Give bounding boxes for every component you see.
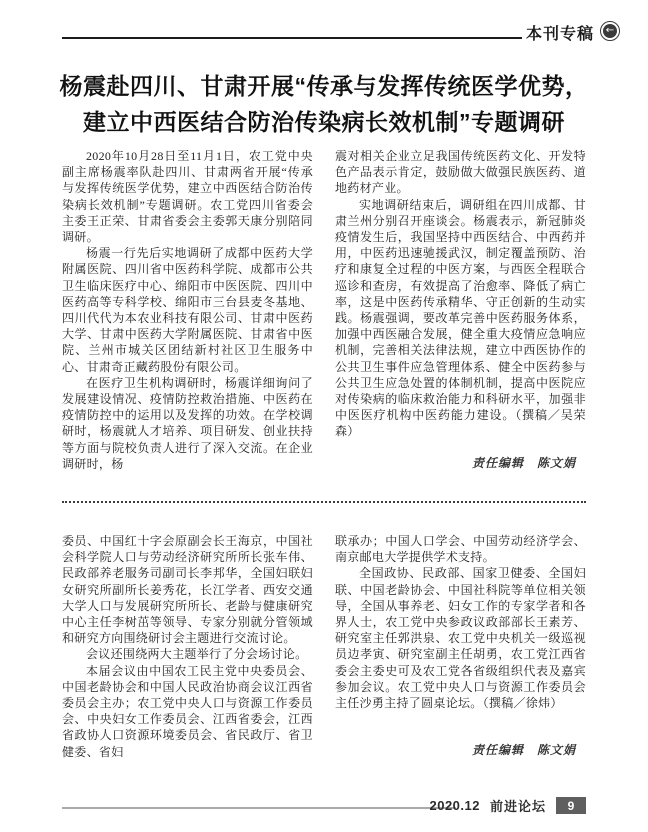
article1-columns: [62, 148, 586, 472]
paragraph: 委员、中国红十字会原副会长王海京，中国社会科学院人口与劳动经济研究所所长张车伟、民政部养老服务司副司长李邦华，全国妇联妇女研究所副所长姜秀花，长江学者、西安交通大学人口与发展研究所所长、老龄与健康研究中心主任李树茁等领导、专家分别就分管领域和研究方向围绕研讨会主题进行交流讨论。: [62, 534, 313, 646]
paragraph: 本届会议由中国农工民主党中央委员会、中国老龄协会和中国人民政治协商会议江西省委员会主办；农工党中央人口与资源工作委员会、中央妇女工作委员会、江西省委会，江西省政协人口资源环境委员会、省民政厅、省卫健委、省妇: [62, 663, 313, 759]
paragraph: 在医疗卫生机构调研时，杨震详细询问了发展建设情况、疫情防控救治措施、中医药在疫情防控中的运用以及发挥的功效。在学校调研时，杨震就人才培养、项目研发、创业扶持等方面与院校负责人进行了深入交流。在企业调研时，杨: [62, 375, 313, 471]
back-arrow-glyph: ←: [603, 24, 617, 38]
page-number-badge: 9: [556, 797, 586, 814]
footer-meta: [429, 796, 586, 815]
article2-columns: [62, 533, 586, 760]
footer-rule: [62, 807, 456, 809]
issue-date: 2020.12: [429, 798, 480, 813]
back-arrow-circle-icon: [600, 21, 620, 41]
section-label: 本刊专稿: [526, 26, 595, 43]
paragraph: 杨震一行先后实地调研了成都中医药大学附属医院、四川省中医药科学院、成都市公共卫生临床医疗中心、绵阳市中医医院、四川中医药高等专科学校、绵阳市三台县麦冬基地、四川代代为本农业科技有限公司、甘肃中医药大学、甘肃中医药大学附属医院、甘肃省中医院、兰州市城关区团结新村社区卫生服务中心、甘肃奇正藏药股份有限公司。: [62, 246, 313, 374]
header-rule: [62, 37, 522, 39]
section-divider: [62, 501, 586, 503]
paragraph: 会议还围绕两大主题举行了分会场讨论。: [86, 647, 308, 662]
paragraph: 全国政协、民政部、国家卫健委、全国妇联、中国老龄协会、中国社科院等单位相关领导，全国从事养老、妇女工作的专家学者和各界人士，农工党中央参政议政部部长王素芳、研究室主任郭洪泉、农工党中央机关一级巡视员边孝寅、研究室副主任胡勇，农工党江西省委会主委史可及农工党各省级组织代表及嘉宾参加会议。农工党中央人口与资源工作委员会主任沙勇主持了圆桌论坛。（撰稿／徐炜）: [335, 566, 586, 711]
article1-right-column: [335, 148, 586, 472]
article2-right-column: [335, 533, 586, 760]
journal-name: 前进论坛: [489, 799, 546, 814]
article-title-line1: 杨震赴四川、甘肃开展“传承与发挥传统医学优势，: [59, 73, 589, 99]
article-title-line2: 建立中西医结合防治传染病长效机制”专题调研: [83, 109, 565, 135]
article2-left-column: [62, 533, 313, 760]
article1-left-column: [62, 148, 313, 472]
paragraph: 实地调研结束后，调研组在四川成都、甘肃兰州分别召开座谈会。杨震表示，新冠肺炎疫情发生后，我国坚持中西医结合、中西药并用，中医药迅速驰援武汉，制定覆盖预防、治疗和康复全过程的中医方案，与西医全程联合巡诊和查房，有效提高了治愈率、降低了病亡率，这是中医药传承精华、守正创新的生动实践。杨震强调，要改革完善中医药服务体系，加强中西医融合发展，健全重大疫情应急响应机制，完善相关法律法规，建立中西医协作的公共卫生事件应急管理体系、健全中医药参与公共卫生应急处置的体制机制，提高中医院应对传染病的临床救治能力和科研水平，加强非中医医疗机构中医药能力建设。（撰稿／吴荣森）: [335, 197, 586, 439]
paragraph: 联承办；中国人口学会、中国劳动经济学会、南京邮电大学提供学术支持。: [335, 534, 586, 565]
editor-credit: 责任编辑 陈文娟: [471, 743, 576, 758]
paragraph: 震对相关企业立足我国传统医药文化、开发特色产品表示肯定，鼓励做大做强民族医药、道地药材产业。: [335, 149, 586, 196]
article-title: [24, 68, 624, 140]
editor-credit: 责任编辑 陈文娟: [471, 455, 576, 470]
paragraph: 2020年10月28日至11月1日，农工党中央副主席杨震率队赴四川、甘肃两省开展“传承与发挥传统医学优势，建立中西医结合防治传染病长效机制”专题调研。农工党四川省委会主委王正荣、甘肃省委会主委郭天康分别陪同调研。: [62, 149, 313, 245]
